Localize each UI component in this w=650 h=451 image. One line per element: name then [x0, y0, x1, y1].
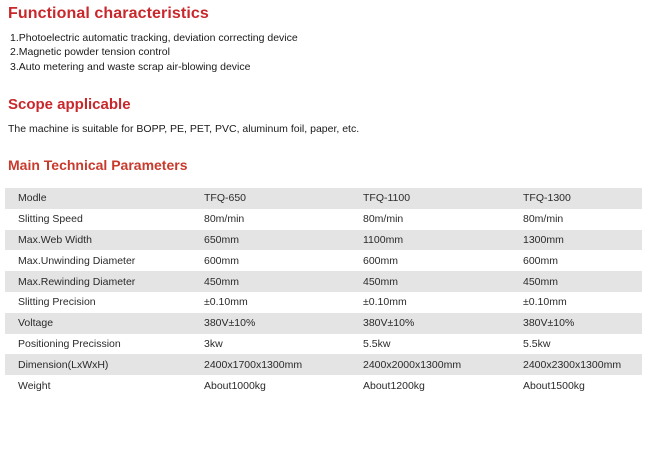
parameter-label-cell: Max.Unwinding Diameter — [18, 254, 136, 267]
parameter-label-cell: Weight — [18, 379, 51, 392]
table-row — [5, 375, 642, 396]
parameter-value-cell: 600mm — [363, 254, 399, 267]
parameter-value-cell: 80m/min — [204, 213, 245, 226]
parameter-value-cell: 600mm — [523, 254, 559, 267]
parameter-value-cell: 380V±10% — [523, 313, 642, 334]
parameter-value-cell: 650mm — [204, 230, 363, 251]
parameter-label-cell: Max.Rewinding Diameter — [5, 271, 204, 292]
scope-text: The machine is suitable for BOPP, PE, PET, PVC, aluminum foil, paper, etc. — [8, 123, 360, 135]
parameter-value-cell: ±0.10mm — [523, 296, 567, 309]
parameter-value-cell: 1300mm — [523, 230, 642, 251]
parameter-value-cell: TFQ-1300 — [523, 188, 642, 209]
parameter-value-cell: 450mm — [204, 271, 363, 292]
functional-item: 1.Photoelectric automatic tracking, deviation correcting device — [10, 32, 298, 44]
parameter-value-cell: TFQ-650 — [204, 188, 363, 209]
table-row — [5, 188, 642, 209]
parameter-value-cell: 3kw — [204, 337, 223, 350]
table-row — [5, 271, 642, 292]
parameter-value-cell: 2400x1700x1300mm — [204, 354, 363, 375]
table-row — [5, 354, 642, 375]
parameter-value-cell: 5.5kw — [523, 337, 551, 350]
parameter-value-cell: 2400x2300x1300mm — [523, 354, 642, 375]
parameter-label-cell: Slitting Precision — [18, 296, 96, 309]
parameters-table-body — [5, 188, 642, 396]
parameter-label-cell: Dimension(LxWxH) — [5, 354, 204, 375]
parameter-value-cell: 450mm — [363, 271, 523, 292]
parameter-value-cell: TFQ-1100 — [363, 188, 523, 209]
parameter-value-cell: About1200kg — [363, 379, 425, 392]
functional-heading: Functional characteristics — [8, 5, 209, 22]
parameter-value-cell: 380V±10% — [363, 313, 523, 334]
parameter-value-cell: 600mm — [204, 254, 240, 267]
parameters-table — [5, 188, 642, 396]
parameter-value-cell: 5.5kw — [363, 337, 391, 350]
parameter-value-cell: 80m/min — [363, 213, 404, 226]
parameter-value-cell: ±0.10mm — [363, 296, 407, 309]
parameter-value-cell: 80m/min — [523, 213, 564, 226]
parameter-label-cell: Slitting Speed — [18, 213, 83, 226]
table-row — [5, 209, 642, 230]
parameter-label-cell: Max.Web Width — [5, 230, 204, 251]
parameter-value-cell: 450mm — [523, 271, 642, 292]
parameter-value-cell: ±0.10mm — [204, 296, 248, 309]
functional-item: 3.Auto metering and waste scrap air-blowing device — [10, 61, 251, 73]
functional-item: 2.Magnetic powder tension control — [10, 46, 170, 58]
parameter-value-cell: 1100mm — [363, 230, 523, 251]
table-row — [5, 230, 642, 251]
table-row — [5, 334, 642, 355]
table-row — [5, 292, 642, 313]
scope-heading: Scope applicable — [8, 96, 131, 113]
table-row — [5, 313, 642, 334]
parameter-value-cell: About1500kg — [523, 379, 585, 392]
parameter-value-cell: About1000kg — [204, 379, 266, 392]
table-row — [5, 250, 642, 271]
parameter-value-cell: 2400x2000x1300mm — [363, 354, 523, 375]
parameter-label-cell: Voltage — [5, 313, 204, 334]
parameter-label-cell: Positioning Precission — [18, 337, 121, 350]
parameter-value-cell: 380V±10% — [204, 313, 363, 334]
parameter-label-cell: Modle — [5, 188, 204, 209]
parameters-heading: Main Technical Parameters — [8, 157, 188, 173]
